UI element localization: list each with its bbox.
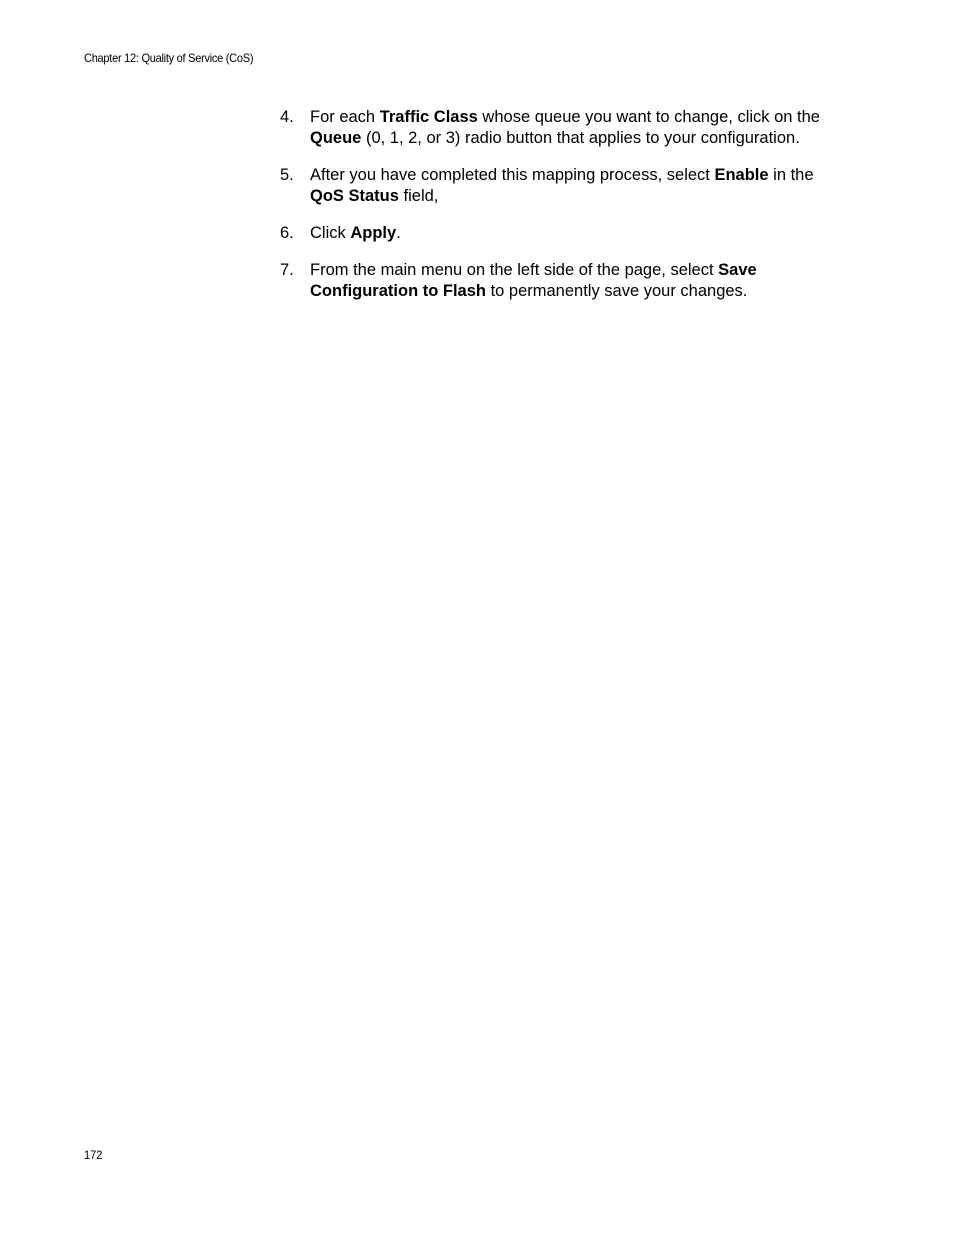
- step-5: [280, 165, 850, 207]
- step-text-bold: Queue: [310, 129, 362, 147]
- step-text-bold: Traffic Class: [379, 108, 478, 126]
- step-6: [280, 223, 850, 244]
- step-text-bold: Apply: [350, 224, 397, 242]
- chapter-header: Chapter 12: Quality of Service (CoS): [84, 51, 254, 65]
- step-text-bold: Save Configuration to Flash: [310, 261, 757, 300]
- step-text-segment: After you have completed this mapping process, select: [310, 166, 715, 184]
- step-text-segment: whose queue you want to change, click on the: [477, 108, 820, 126]
- step-text-segment: (0, 1, 2, or 3) radio button that applies to your configuration.: [361, 129, 800, 147]
- step-text-segment: field,: [398, 187, 439, 205]
- step-text-segment: to permanently save your changes.: [485, 282, 748, 300]
- instruction-steps: [280, 107, 850, 318]
- step-7: [280, 260, 850, 302]
- step-4: [280, 107, 850, 149]
- step-text-segment: .: [396, 224, 401, 242]
- step-number: 6.: [280, 224, 294, 242]
- step-number: 4.: [280, 108, 294, 126]
- step-text-bold: Enable: [714, 166, 769, 184]
- step-number: 5.: [280, 166, 294, 184]
- page-number: 172: [84, 1148, 103, 1162]
- step-text-segment: Click: [310, 224, 351, 242]
- step-text-bold: QoS Status: [310, 187, 399, 205]
- step-text-segment: in the: [768, 166, 814, 184]
- step-number: 7.: [280, 261, 294, 279]
- step-text-segment: From the main menu on the left side of the page, select: [310, 261, 719, 279]
- step-text-segment: For each: [310, 108, 380, 126]
